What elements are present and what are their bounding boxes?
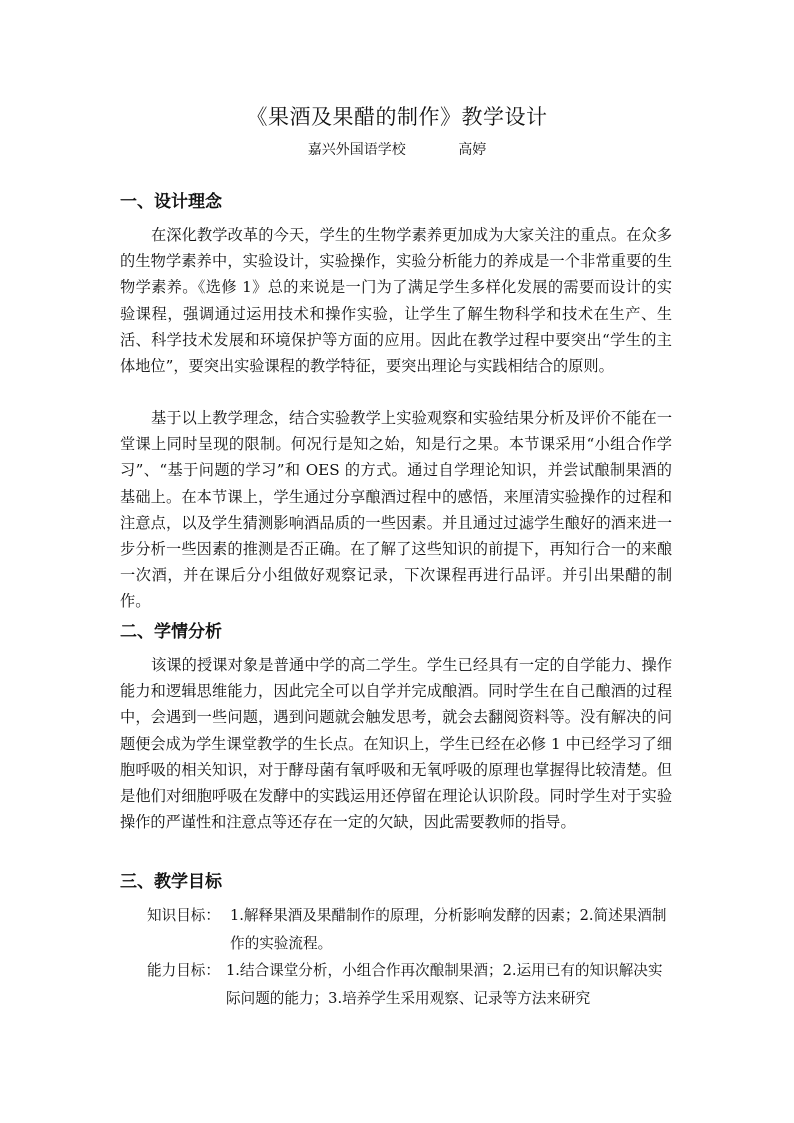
goal-label: 能力目标： — [147, 962, 220, 979]
goal-item-knowledge — [120, 902, 680, 958]
paragraph: 在深化教学改革的今天，学生的生物学素养更加成为大家关注的重点。在众多的生物学素养中，实验设计，实验操作，实验分析能力的养成是一个非常重要的生物学素养。《选修 1》总的来说是一门为了满足学生多样化发展的需要而设计的实验课程，强调通过运用技术和操作实验，让学生了解生物科学和技术在生产、生活、科学技术发展和环境保护等方面的应用。因此在教学过程中要突出“学生的主体地位”，要突出实验课程的教学特征，要突出理论与实践相结合的原则。 — [120, 226, 672, 376]
goal-text-content: 1.结合课堂分析，小组合作再次酿制果酒；2.运用已有的知识解决实际问题的能力；3.培养学生采用观察、记录等方法来研究 — [226, 962, 663, 1007]
goal-label: 知识目标： — [147, 907, 220, 924]
goal-text — [120, 957, 672, 1013]
goal-text — [120, 902, 670, 958]
section-heading-design-concept: 一、设计理念 — [120, 192, 222, 212]
section-heading-teaching-goals: 三、教学目标 — [120, 872, 222, 892]
document-byline — [0, 140, 794, 160]
document-title: 《果酒及果醋的制作》教学设计 — [246, 105, 548, 129]
section-heading-learner-analysis: 二、学情分析 — [120, 622, 222, 642]
goal-item-ability — [120, 957, 680, 1013]
paragraph: 基于以上教学理念，结合实验教学上实验观察和实验结果分析及评价不能在一堂课上同时呈现的限制。何况行是知之始，知是行之果。本节课采用“小组合作学习”、“基于问题的学习”和 OES 的方式。通过自学理论知识，并尝试酿制果酒的基础上。在本节课上，学生通过分享酿酒过程中的感悟，来厘清实验操作的过程和注意点，以及学生猜测影响酒品质的一些因素。并且通过过滤学生酿好的酒来进一步分析一些因素的推测是否正确。在了解了这些知识的前提下，再知行合一的来酿一次酒，并在课后分小组做好观察记录，下次课程再进行品评。并引出果醋的制作。 — [120, 409, 672, 611]
author-name: 高婷 — [458, 142, 487, 158]
goal-text-content: 1.解释果酒及果醋制作的原理，分析影响发酵的因素；2.简述果酒制作的实验流程。 — [230, 907, 667, 952]
paragraph: 该课的授课对象是普通中学的高二学生。学生已经具有一定的自学能力、操作能力和逻辑思维能力，因此完全可以自学并完成酿酒。同时学生在自己酿酒的过程中，会遇到一些问题，遇到问题就会触发思考，就会去翻阅资料等。没有解决的问题便会成为学生课堂教学的生长点。在知识上，学生已经在必修 1 中已经学习了细胞呼吸的相关知识，对于酵母菌有氧呼吸和无氧呼吸的原理也掌握得比较清楚。但是他们对细胞呼吸在发酵中的实践运用还停留在理论认识阶段。同时学生对于实验操作的严谨性和注意点等还存在一定的欠缺，因此需要教师的指导。 — [120, 656, 672, 832]
school-name: 嘉兴外国语学校 — [307, 142, 406, 158]
